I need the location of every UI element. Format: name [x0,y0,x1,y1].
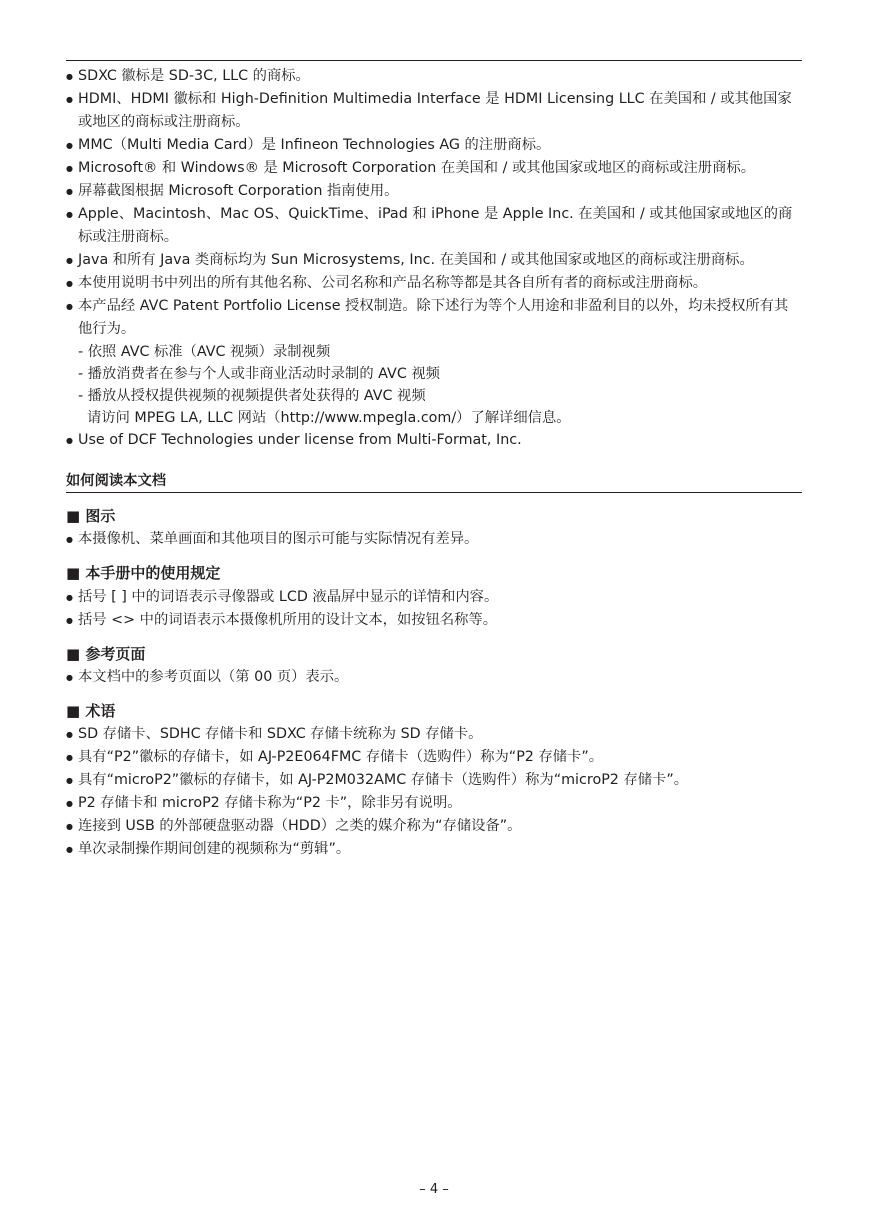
terminology-list [66,723,802,861]
list-item: ● 本文档中的参考页面以（第 00 页）表示。 [66,666,802,689]
reference-pages-list [66,666,802,689]
trademark-item: ● SDXC 徽标是 SD-3C, LLC 的商标。 [66,65,802,88]
trademark-item: ● Microsoft® 和 Windows® 是 Microsoft Corporation 在美国和 / 或其他国家或地区的商标或注册商标。 [66,157,802,180]
trademark-item: ● MMC（Multi Media Card）是 Infineon Technologies AG 的注册商标。 [66,134,802,157]
trademark-item: ● 本使用说明书中列出的所有其他名称、公司名称和产品名称等都是其各自所有者的商标或注册商标。 [66,272,802,295]
list-item: ● 连接到 USB 的外部硬盘驱动器（HDD）之类的媒介称为“存储设备”。 [66,815,802,838]
list-item: ● 括号 <> 中的词语表示本摄像机所用的设计文本，如按钮名称等。 [66,609,802,632]
list-item: ● 具有“microP2”徽标的存储卡，如 AJ-P2M032AMC 存储卡（选购件）称为“microP2 存储卡”。 [66,769,802,792]
list-item: ● SD 存储卡、SDHC 存储卡和 SDXC 存储卡统称为 SD 存储卡。 [66,723,802,746]
avc-use-list [66,341,802,429]
trademark-item: ● 本产品经 AVC Patent Portfolio License 授权制造。除下述行为等个人用途和非盈利目的以外，均未授权所有其他行为。 [66,295,802,341]
illustrations-list [66,528,802,551]
dcf-note: ● Use of DCF Technologies under license from Multi-Format, Inc. [66,429,802,452]
trademark-item: ● Java 和所有 Java 类商标均为 Sun Microsystems, Inc. 在美国和 / 或其他国家或地区的商标或注册商标。 [66,249,802,272]
avc-use-item: - 播放消费者在参与个人或非商业活动时录制的 AVC 视频 [78,366,440,382]
top-rule [66,60,802,61]
trademark-list [66,65,802,452]
avc-use-item: - 播放从授权提供视频的视频提供者处获得的 AVC 视频 [78,388,426,404]
trademark-item: ● HDMI、HDMI 徽标和 High-Definition Multimedia Interface 是 HDMI Licensing LLC 在美国和 / 或其他国家或地区的商标或注册商标。 [66,88,802,134]
avc-contact-note: 请访问 MPEG LA, LLC 网站（http://www.mpegla.com/）了解详细信息。 [87,410,571,426]
trademark-item: ● 屏幕截图根据 Microsoft Corporation 指南使用。 [66,180,802,203]
section-rule [66,492,802,493]
illustrations-heading: ■ 图示 [66,507,116,525]
trademark-item: ● Apple、Macintosh、Mac OS、QuickTime、iPad 和 iPhone 是 Apple Inc. 在美国和 / 或其他国家或地区的商标或注册商标。 [66,203,802,249]
list-item: ● 括号 [ ] 中的词语表示寻像器或 LCD 液晶屏中显示的详情和内容。 [66,586,802,609]
list-item: ● 具有“P2”徽标的存储卡，如 AJ-P2E064FMC 存储卡（选购件）称为“P2 存储卡”。 [66,746,802,769]
section-title: 如何阅读本文档 [66,473,167,489]
list-item: ● 本摄像机、菜单画面和其他项目的图示可能与实际情况有差异。 [66,528,802,551]
terminology-heading: ■ 术语 [66,702,116,720]
avc-use-item: - 依照 AVC 标准（AVC 视频）录制视频 [78,344,331,360]
page-number: – 4 – [419,1182,449,1197]
list-item: ● P2 存储卡和 microP2 存储卡称为“P2 卡”，除非另有说明。 [66,792,802,815]
conventions-heading: ■ 本手册中的使用规定 [66,564,221,582]
reference-pages-heading: ■ 参考页面 [66,645,146,663]
conventions-list [66,586,802,632]
list-item: ● 单次录制操作期间创建的视频称为“剪辑”。 [66,838,802,861]
